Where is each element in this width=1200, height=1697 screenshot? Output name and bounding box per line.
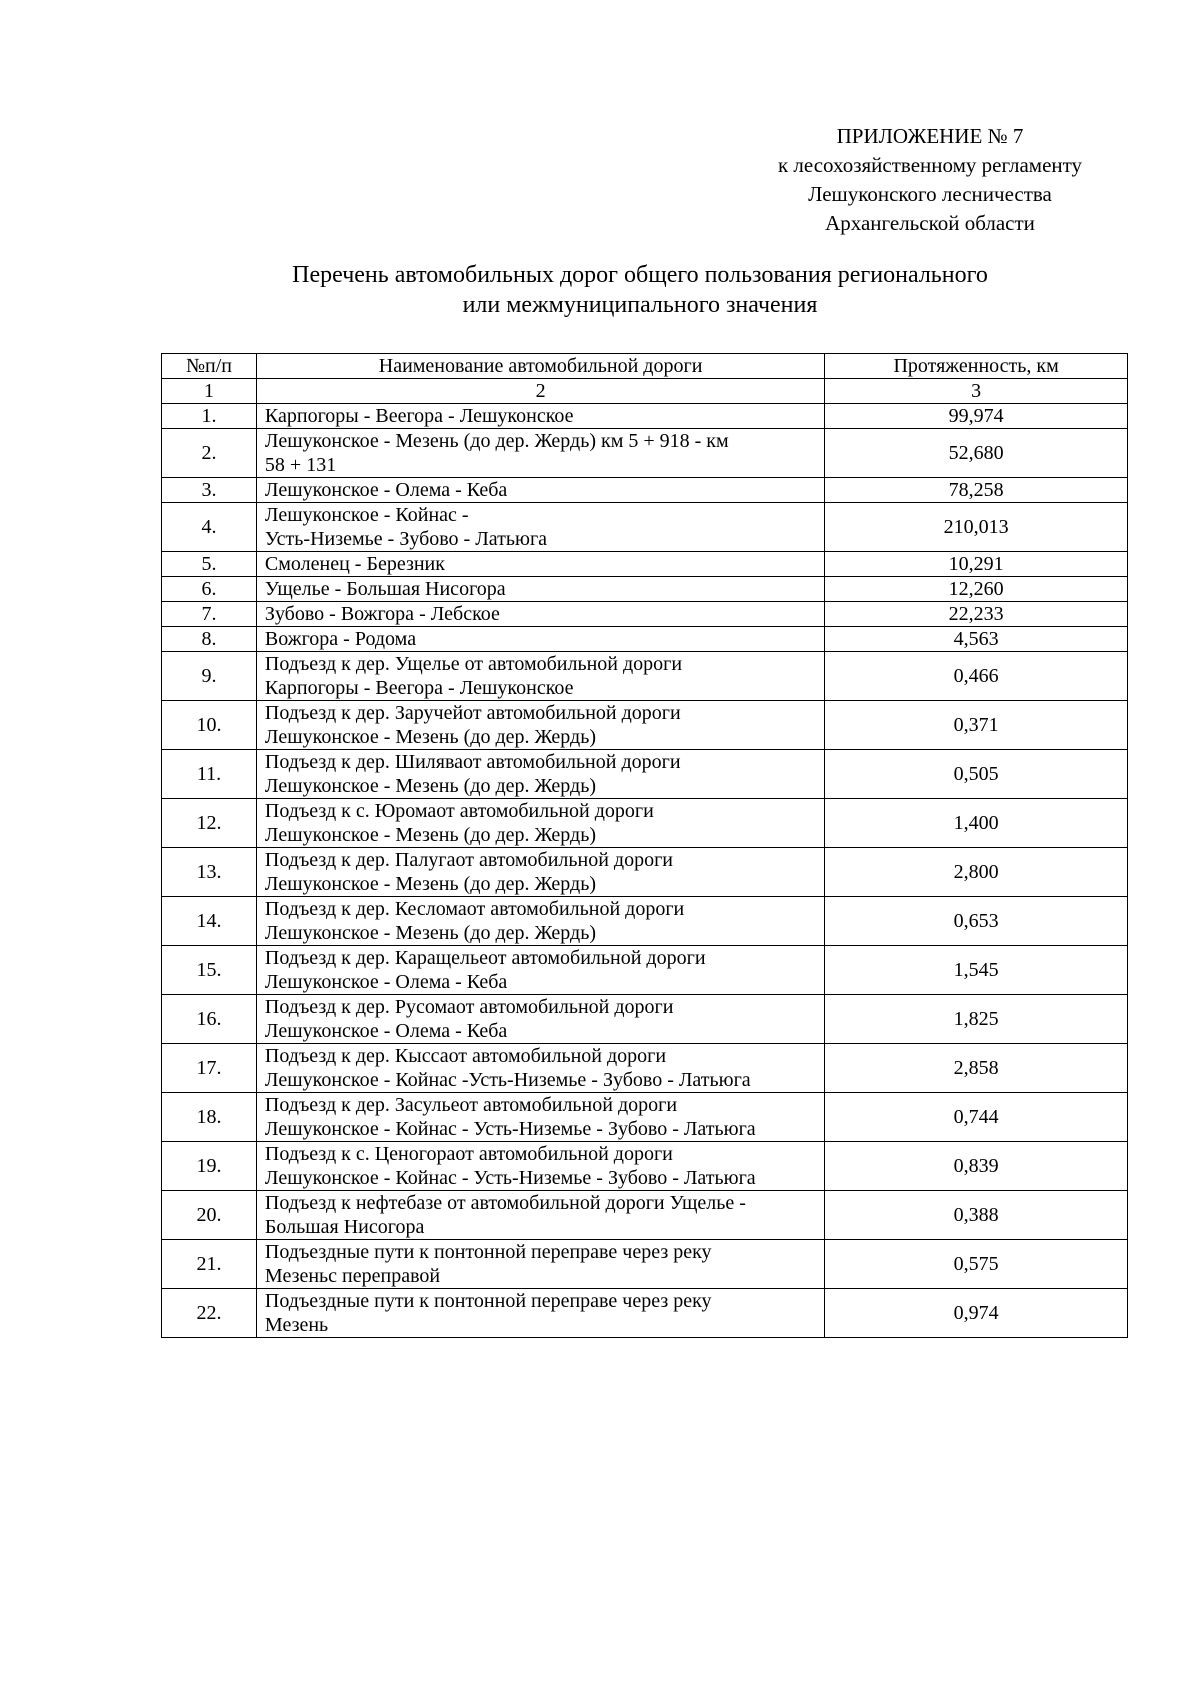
table-row [162, 995, 1128, 1044]
road-name-line: Лешуконское - Олема - Кеба [264, 971, 508, 993]
table-row [162, 1093, 1128, 1142]
road-length: 210,013 [825, 503, 1128, 552]
roads-table [161, 353, 1128, 1338]
row-number: 4. [162, 503, 257, 552]
table-row [162, 799, 1128, 848]
road-name [256, 1044, 824, 1093]
table-row [162, 404, 1128, 429]
road-name-line: Подъезд к дер. Заручейот автомобильной дороги [264, 702, 681, 724]
table-row [162, 1191, 1128, 1240]
road-name-line: Подъезд к с. Юромаот автомобильной дороги [264, 800, 654, 822]
road-name [256, 627, 824, 652]
road-length: 1,825 [825, 995, 1128, 1044]
road-name-line: Лешуконское - Мезень (до дер. Жердь) [264, 824, 596, 846]
row-number: 12. [162, 799, 257, 848]
road-length: 2,800 [825, 848, 1128, 897]
road-name [256, 995, 824, 1044]
road-name-line: Зубово - Вожгора - Лебское [264, 603, 500, 625]
road-name-line: Подъезд к нефтебазе от автомобильной дороги Ущелье - [264, 1192, 746, 1214]
appendix-forestry: Лешуконского лесничества [808, 182, 1052, 206]
row-number: 1. [162, 404, 257, 429]
row-number: 14. [162, 897, 257, 946]
road-name-line: Лешуконское - Койнас -Усть-Низемье - Зубово - Латьюга [264, 1069, 751, 1091]
row-number: 6. [162, 577, 257, 602]
road-name-line: Усть-Низемье - Зубово - Латьюга [264, 528, 548, 550]
table-row [162, 478, 1128, 503]
road-name-line: Лешуконское - Мезень (до дер. Жердь) [264, 726, 596, 748]
road-name-line: Мезень [264, 1314, 329, 1336]
road-length: 2,858 [825, 1044, 1128, 1093]
road-name-line: Подъезд к дер. Ущелье от автомобильной дороги [264, 653, 683, 675]
table-row [162, 1289, 1128, 1338]
road-length: 0,371 [825, 701, 1128, 750]
road-name [256, 478, 824, 503]
road-name [256, 1289, 824, 1338]
roads-table-body [162, 404, 1128, 1338]
road-name [256, 701, 824, 750]
road-length: 1,545 [825, 946, 1128, 995]
road-name-line: Лешуконское - Олема - Кеба [264, 1020, 508, 1042]
road-name [256, 946, 824, 995]
table-row [162, 652, 1128, 701]
table-row [162, 946, 1128, 995]
road-name [256, 552, 824, 577]
road-length: 10,291 [825, 552, 1128, 577]
road-name-line: Лешуконское - Мезень (до дер. Жердь) км 5 + 918 - км [264, 430, 729, 452]
table-header-row [162, 354, 1128, 379]
table-row [162, 897, 1128, 946]
row-number: 7. [162, 602, 257, 627]
row-number: 13. [162, 848, 257, 897]
road-name [256, 602, 824, 627]
table-row [162, 1044, 1128, 1093]
row-number: 21. [162, 1240, 257, 1289]
row-number: 8. [162, 627, 257, 652]
row-number: 9. [162, 652, 257, 701]
table-row [162, 1240, 1128, 1289]
road-name-line: Подъезд к дер. Засульеот автомобильной дороги [264, 1094, 678, 1116]
header-road-name: Наименование автомобильной дороги [256, 354, 824, 379]
table-row [162, 701, 1128, 750]
road-length: 0,466 [825, 652, 1128, 701]
table-row [162, 429, 1128, 478]
road-name-line: Карпогоры - Веегора - Лешуконское [264, 405, 574, 427]
road-name-line: Лешуконское - Койнас - Усть-Низемье - Зубово - Латьюга [264, 1167, 756, 1189]
row-number: 3. [162, 478, 257, 503]
road-name-line: Лешуконское - Мезень (до дер. Жердь) [264, 922, 596, 944]
road-name-line: Мезеньс переправой [264, 1265, 441, 1287]
row-number: 10. [162, 701, 257, 750]
road-length: 22,233 [825, 602, 1128, 627]
road-name-line: Ущелье - Большая Нисогора [264, 578, 506, 600]
road-name [256, 897, 824, 946]
road-length: 0,505 [825, 750, 1128, 799]
table-row [162, 1142, 1128, 1191]
road-name-line: Лешуконское - Койнас - [264, 504, 469, 526]
appendix-header [740, 122, 1120, 238]
column-number-2: 2 [256, 379, 824, 404]
column-number-3: 3 [825, 379, 1128, 404]
table-row [162, 750, 1128, 799]
table-row [162, 577, 1128, 602]
table-row [162, 503, 1128, 552]
document-title-line-2: или межмуниципального значения [462, 292, 818, 318]
column-number-1: 1 [162, 379, 257, 404]
header-length: Протяженность, км [825, 354, 1128, 379]
road-name [256, 404, 824, 429]
road-length: 0,839 [825, 1142, 1128, 1191]
road-name [256, 652, 824, 701]
road-name-line: Подъезд к дер. Шиляваот автомобильной дороги [264, 751, 681, 773]
row-number: 16. [162, 995, 257, 1044]
road-name-line: Смоленец - Березник [264, 553, 445, 575]
road-name-line: Подъездные пути к понтонной переправе через реку [264, 1290, 712, 1312]
row-number: 22. [162, 1289, 257, 1338]
road-name-line: Подъездные пути к понтонной переправе через реку [264, 1241, 712, 1263]
road-length: 0,388 [825, 1191, 1128, 1240]
appendix-region: Архангельской области [825, 211, 1035, 235]
road-name-line: Подъезд к дер. Палугаот автомобильной дороги [264, 849, 673, 871]
road-name-line: Подъезд к с. Ценогораот автомобильной дороги [264, 1143, 673, 1165]
road-name [256, 1240, 824, 1289]
row-number: 20. [162, 1191, 257, 1240]
road-name [256, 799, 824, 848]
document-title-line-1: Перечень автомобильных дорог общего пользования регионального [292, 262, 988, 288]
road-name [256, 503, 824, 552]
table-row [162, 552, 1128, 577]
road-name [256, 429, 824, 478]
road-name [256, 750, 824, 799]
road-length: 4,563 [825, 627, 1128, 652]
road-name [256, 848, 824, 897]
row-number: 5. [162, 552, 257, 577]
row-number: 18. [162, 1093, 257, 1142]
column-number-row [162, 379, 1128, 404]
road-length: 0,653 [825, 897, 1128, 946]
road-name-line: Лешуконское - Мезень (до дер. Жердь) [264, 775, 596, 797]
road-name [256, 577, 824, 602]
row-number: 11. [162, 750, 257, 799]
table-row [162, 848, 1128, 897]
road-length: 12,260 [825, 577, 1128, 602]
road-name [256, 1093, 824, 1142]
road-length: 1,400 [825, 799, 1128, 848]
road-length: 99,974 [825, 404, 1128, 429]
row-number: 19. [162, 1142, 257, 1191]
road-name-line: Подъезд к дер. Русомаот автомобильной дороги [264, 996, 674, 1018]
header-number: №п/п [162, 354, 257, 379]
road-name-line: Подъезд к дер. Каращельеот автомобильной дороги [264, 947, 706, 969]
road-name [256, 1142, 824, 1191]
road-name-line: Лешуконское - Мезень (до дер. Жердь) [264, 873, 596, 895]
road-length: 0,974 [825, 1289, 1128, 1338]
document-title [200, 260, 1080, 320]
road-name-line: Подъезд к дер. Кыссаот автомобильной дороги [264, 1045, 667, 1067]
road-name [256, 1191, 824, 1240]
road-name-line: Лешуконское - Олема - Кеба [264, 479, 508, 501]
road-name-line: Подъезд к дер. Кесломаот автомобильной дороги [264, 898, 685, 920]
road-name-line: 58 + 131 [264, 454, 337, 476]
row-number: 2. [162, 429, 257, 478]
road-length: 78,258 [825, 478, 1128, 503]
road-length: 0,744 [825, 1093, 1128, 1142]
appendix-reference: к лесохозяйственному регламенту [777, 153, 1083, 177]
row-number: 15. [162, 946, 257, 995]
road-length: 0,575 [825, 1240, 1128, 1289]
row-number: 17. [162, 1044, 257, 1093]
road-length: 52,680 [825, 429, 1128, 478]
appendix-number: ПРИЛОЖЕНИЕ № 7 [836, 124, 1024, 148]
table-row [162, 627, 1128, 652]
road-name-line: Большая Нисогора [264, 1216, 425, 1238]
road-name-line: Лешуконское - Койнас - Усть-Низемье - Зубово - Латьюга [264, 1118, 756, 1140]
road-name-line: Карпогоры - Веегора - Лешуконское [264, 677, 574, 699]
table-row [162, 602, 1128, 627]
road-name-line: Вожгора - Родома [264, 628, 417, 650]
